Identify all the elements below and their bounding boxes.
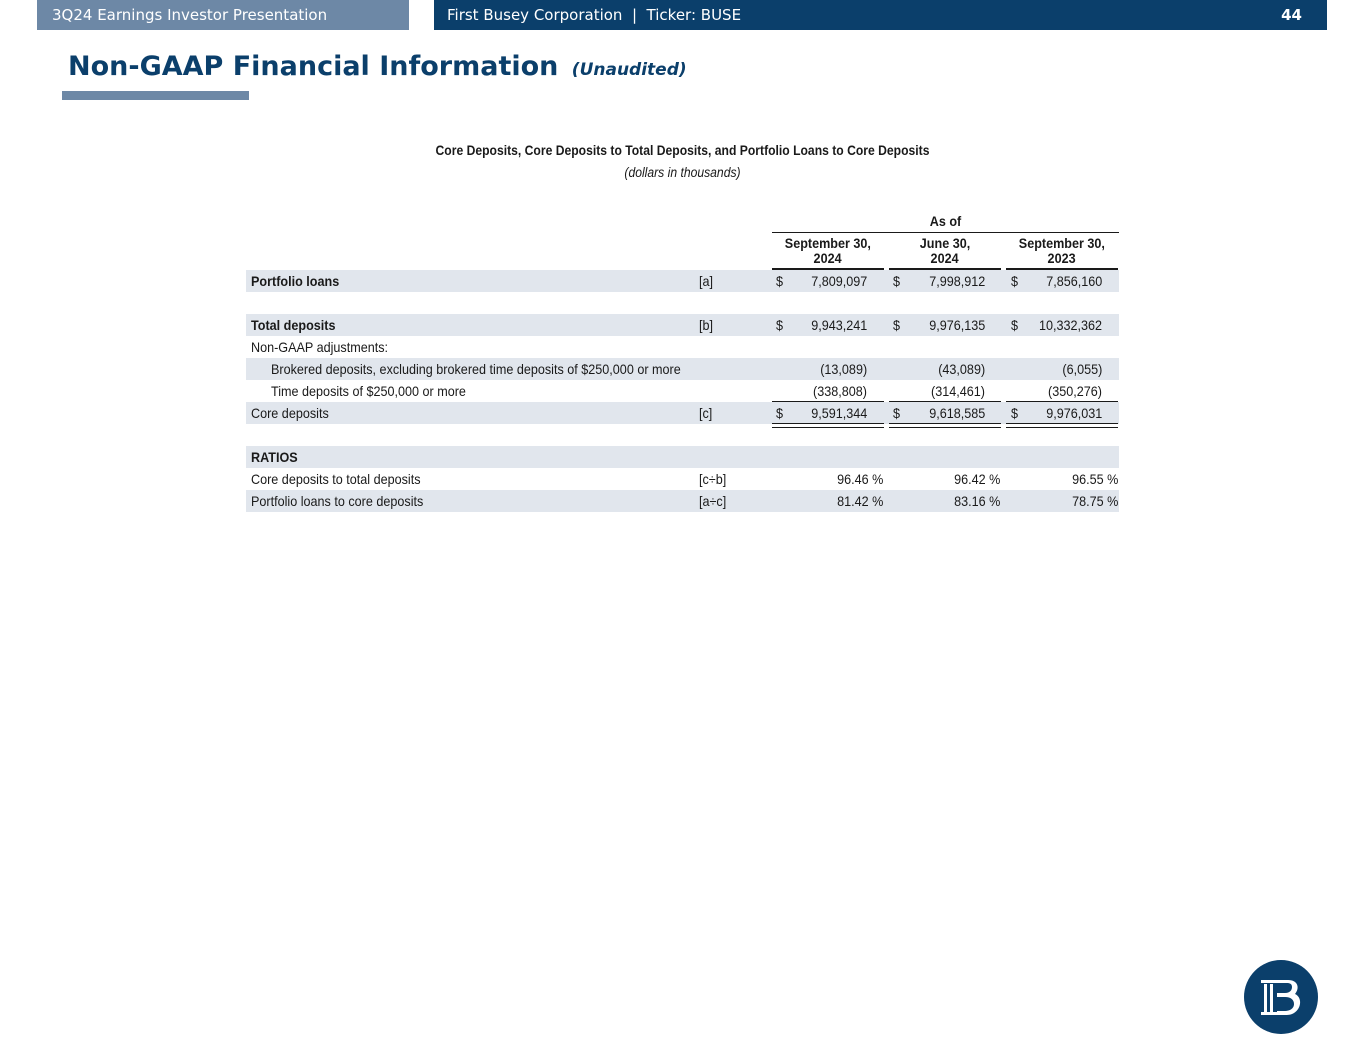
row-ref: [a]: [699, 273, 714, 289]
value-cell: 7,998,912: [928, 273, 985, 289]
column-header-jun-2024: June 30, 2024: [889, 236, 1001, 270]
table-row-loans-to-core: [246, 490, 1119, 512]
row-label: RATIOS: [251, 449, 298, 465]
row-label: Total deposits: [251, 317, 336, 333]
table-row-ratios-heading: [246, 446, 1119, 468]
value-cell: (13,089): [820, 361, 867, 377]
value-cell: (314,461): [931, 383, 985, 399]
row-label: Time deposits of $250,000 or more: [271, 383, 466, 399]
table-header: [246, 210, 1119, 270]
currency-symbol: $: [776, 405, 784, 421]
table-row-non-gaap-adjustments: [246, 336, 1119, 358]
spacer-row: [246, 292, 1119, 314]
row-ref: [b]: [699, 317, 714, 333]
value-cell: 81.42 %: [836, 493, 883, 509]
page-title-qualifier: (Unaudited): [571, 60, 687, 80]
value-cell: 96.55 %: [1071, 471, 1118, 487]
row-ref: [c]: [699, 405, 713, 421]
company-ticker-label: First Busey Corporation | Ticker: BUSE: [447, 6, 742, 24]
page-title-text: Non-GAAP Financial Information: [68, 51, 559, 82]
table-row-brokered-deposits: [246, 358, 1119, 380]
spacer-row: [246, 424, 1119, 446]
value-cell: 7,809,097: [810, 273, 867, 289]
currency-symbol: $: [893, 273, 901, 289]
currency-symbol: $: [776, 273, 784, 289]
value-cell: 9,976,135: [928, 317, 985, 333]
value-cell: 9,943,241: [810, 317, 867, 333]
table-row-portfolio-loans: [246, 270, 1119, 292]
value-cell: 78.75 %: [1071, 493, 1118, 509]
table-row-core-deposits: [246, 402, 1119, 424]
first-busey-logo-icon: [1244, 960, 1318, 1034]
column-header-sep-2023: September 30, 2023: [1006, 236, 1118, 270]
presentation-label: 3Q24 Earnings Investor Presentation: [37, 0, 409, 30]
table-row-core-to-total: [246, 468, 1119, 490]
row-ref: [a÷c]: [699, 493, 727, 509]
value-cell: (350,276): [1048, 383, 1102, 399]
table-row-total-deposits: [246, 314, 1119, 336]
value-cell: 96.46 %: [836, 471, 883, 487]
currency-symbol: $: [776, 317, 784, 333]
value-cell: (43,089): [938, 361, 985, 377]
row-label: Core deposits: [251, 405, 329, 421]
table-title: Core Deposits, Core Deposits to Total Deposits, and Portfolio Loans to Core Deposits: [435, 143, 930, 158]
value-cell: (6,055): [1062, 361, 1102, 377]
currency-symbol: $: [1011, 317, 1019, 333]
value-cell: 10,332,362: [1038, 317, 1102, 333]
row-label: Brokered deposits, excluding brokered time deposits of $250,000 or more: [271, 361, 681, 377]
value-cell: (338,808): [813, 383, 867, 399]
currency-symbol: $: [1011, 273, 1019, 289]
row-label: Portfolio loans to core deposits: [251, 493, 424, 509]
page-title: [68, 51, 687, 82]
currency-symbol: $: [1011, 405, 1019, 421]
value-cell: 9,591,344: [810, 405, 867, 421]
page-number: 44: [1281, 6, 1302, 24]
value-cell: 9,618,585: [928, 405, 985, 421]
as-of-header: As of: [772, 210, 1119, 233]
value-cell: 7,856,160: [1045, 273, 1102, 289]
company-ticker-bar: [434, 0, 1327, 30]
row-label: Non-GAAP adjustments:: [251, 339, 389, 355]
currency-symbol: $: [893, 317, 901, 333]
table-row-time-deposits: [246, 380, 1119, 402]
currency-symbol: $: [893, 405, 901, 421]
column-header-sep-2024: September 30, 2024: [772, 236, 884, 270]
value-cell: 96.42 %: [953, 471, 1000, 487]
row-ref: [c÷b]: [699, 471, 727, 487]
row-label: Portfolio loans: [251, 273, 340, 289]
row-label: Core deposits to total deposits: [251, 471, 421, 487]
value-cell: 83.16 %: [953, 493, 1000, 509]
financial-table: [246, 210, 1119, 512]
value-cell: 9,976,031: [1045, 405, 1102, 421]
title-underline: [62, 91, 249, 100]
table-subtitle: (dollars in thousands): [624, 165, 741, 180]
